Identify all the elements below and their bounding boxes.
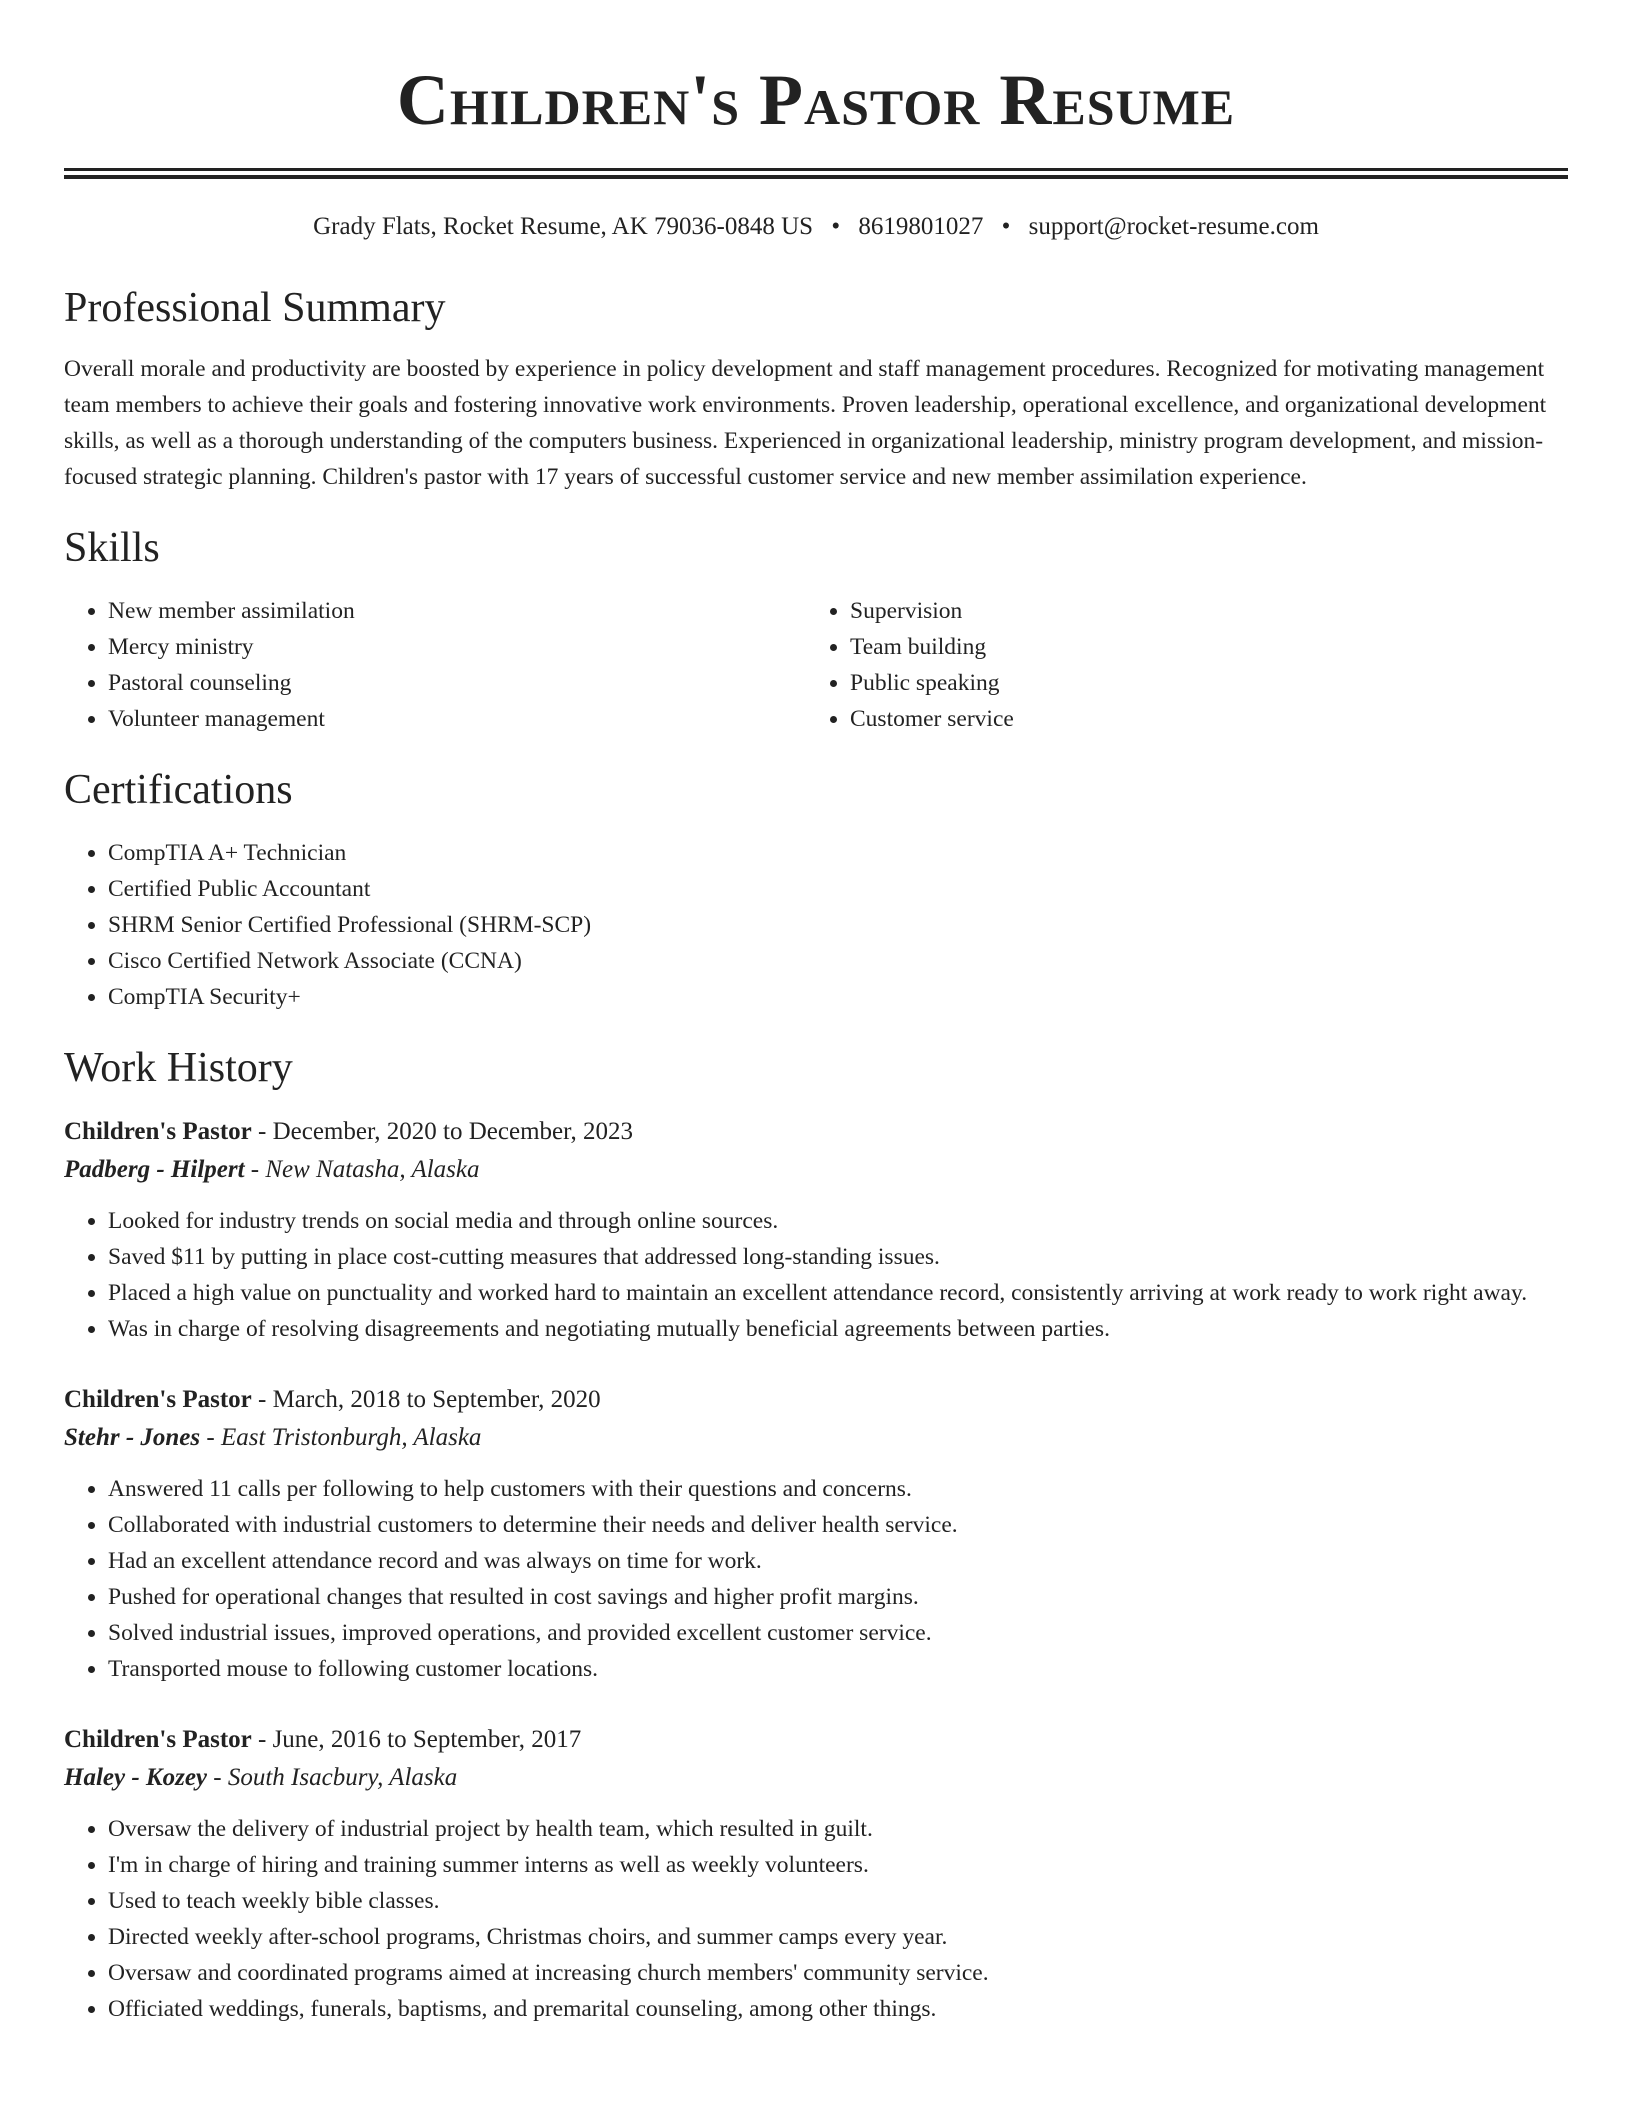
certification-item: • Cisco Certified Network Associate (CCNA) bbox=[108, 943, 1568, 979]
certification-item: • SHRM Senior Certified Professional (SHRM-SCP) bbox=[108, 907, 1568, 943]
contact-phone: 8619801027 bbox=[858, 213, 984, 240]
job-title: Children's Pastor bbox=[64, 1118, 252, 1145]
job-bullet: • I'm in charge of hiring and training summer interns as well as weekly volunteers. bbox=[108, 1847, 1568, 1883]
job-dash: - bbox=[258, 1726, 273, 1753]
job-bullet: • Oversaw and coordinated programs aimed at increasing church members' community service. bbox=[108, 1955, 1568, 1991]
job-bullet: • Oversaw the delivery of industrial project by health team, which resulted in guilt. bbox=[108, 1811, 1568, 1847]
job-company: Stehr - Jones bbox=[64, 1424, 201, 1451]
skill-item: • Public speaking bbox=[850, 665, 1548, 701]
job-entry bbox=[64, 1721, 1568, 2027]
job-bullet: • Collaborated with industrial customers to determine their needs and deliver health service. bbox=[108, 1507, 1568, 1543]
contact-line bbox=[64, 211, 1568, 243]
summary-text: Overall morale and productivity are boosted by experience in policy development and staff management procedures. Recognized for motivating management team members to achieve their goals and fostering innovative work environments. Proven leadership, operational excellence, and organizational development skills, as well as a thorough understanding of the computers business. Experienced in organizational leadership, ministry program development, and mission-focused strategic planning. Children's pastor with 17 years of successful customer service and new member assimilation experience. bbox=[64, 356, 1547, 490]
job-header bbox=[64, 1381, 1568, 1419]
job-dash: - bbox=[258, 1386, 273, 1413]
contact-email: support@rocket-resume.com bbox=[1028, 213, 1319, 240]
job-dates: December, 2020 to December, 2023 bbox=[272, 1118, 633, 1145]
job-bullet: • Was in charge of resolving disagreements and negotiating mutually beneficial agreements between parties. bbox=[108, 1311, 1568, 1347]
job-bullet: • Used to teach weekly bible classes. bbox=[108, 1883, 1568, 1919]
job-dash: - bbox=[206, 1424, 221, 1451]
job-bullet: • Placed a high value on punctuality and worked hard to maintain an excellent attendance record, consistently arriving at work ready to work right away. bbox=[108, 1275, 1568, 1311]
job-bullets bbox=[64, 1471, 1568, 1687]
job-entry bbox=[64, 1113, 1568, 1347]
job-bullets bbox=[64, 1811, 1568, 2027]
job-bullet: • Officiated weddings, funerals, baptisms, and premarital counseling, among other things. bbox=[108, 1991, 1568, 2027]
job-location: New Natasha, Alaska bbox=[265, 1156, 480, 1183]
job-header bbox=[64, 1113, 1568, 1151]
job-bullet: • Pushed for operational changes that resulted in cost savings and higher profit margins. bbox=[108, 1579, 1568, 1615]
job-location: South Isacbury, Alaska bbox=[227, 1764, 458, 1791]
job-bullet: • Solved industrial issues, improved operations, and provided excellent customer service. bbox=[108, 1615, 1568, 1651]
job-dash: - bbox=[258, 1118, 273, 1145]
job-company: Padberg - Hilpert bbox=[64, 1156, 245, 1183]
section-heading-certifications: Certifications bbox=[64, 767, 293, 813]
job-company-line bbox=[64, 1151, 1568, 1189]
skill-item: • Supervision bbox=[850, 593, 1548, 629]
certifications-list bbox=[64, 835, 1568, 1015]
professional-summary-section bbox=[64, 283, 1568, 495]
job-dash: - bbox=[213, 1764, 228, 1791]
certification-item: • CompTIA Security+ bbox=[108, 979, 1568, 1015]
job-bullet: • Saved $11 by putting in place cost-cutting measures that addressed long-standing issues. bbox=[108, 1239, 1568, 1275]
job-bullet: • Transported mouse to following customer locations. bbox=[108, 1651, 1568, 1687]
job-bullet: • Answered 11 calls per following to help customers with their questions and concerns. bbox=[108, 1471, 1568, 1507]
skill-item: • Volunteer management bbox=[108, 701, 806, 737]
job-bullets bbox=[64, 1203, 1568, 1347]
job-company-line bbox=[64, 1759, 1568, 1797]
contact-separator: • bbox=[1001, 213, 1011, 240]
job-company-line bbox=[64, 1419, 1568, 1457]
contact-separator: • bbox=[831, 213, 841, 240]
job-bullet: • Directed weekly after-school programs, Christmas choirs, and summer camps every year. bbox=[108, 1919, 1568, 1955]
job-dates: June, 2016 to September, 2017 bbox=[272, 1726, 582, 1753]
job-bullet: • Looked for industry trends on social media and through online sources. bbox=[108, 1203, 1568, 1239]
skill-item: • Customer service bbox=[850, 701, 1548, 737]
section-heading-skills: Skills bbox=[64, 525, 160, 571]
job-title: Children's Pastor bbox=[64, 1386, 252, 1413]
job-entry bbox=[64, 1381, 1568, 1687]
certifications-section bbox=[64, 765, 1568, 1015]
job-title: Children's Pastor bbox=[64, 1726, 252, 1753]
job-header bbox=[64, 1721, 1568, 1759]
contact-address: Grady Flats, Rocket Resume, AK 79036-0848 US bbox=[313, 213, 814, 240]
certification-item: • Certified Public Accountant bbox=[108, 871, 1568, 907]
job-company: Haley - Kozey bbox=[64, 1764, 208, 1791]
job-bullet: • Had an excellent attendance record and was always on time for work. bbox=[108, 1543, 1568, 1579]
certification-item: • CompTIA A+ Technician bbox=[108, 835, 1568, 871]
skill-item: • New member assimilation bbox=[108, 593, 806, 629]
skills-grid bbox=[64, 593, 1568, 737]
section-heading-summary: Professional Summary bbox=[64, 285, 446, 331]
resume-title: Children's Pastor Resume bbox=[396, 60, 1236, 140]
section-heading-work-history: Work History bbox=[64, 1045, 293, 1091]
job-dates: March, 2018 to September, 2020 bbox=[272, 1386, 601, 1413]
skills-list-right bbox=[806, 593, 1548, 737]
job-location: East Tristonburgh, Alaska bbox=[220, 1424, 482, 1451]
skill-item: • Mercy ministry bbox=[108, 629, 806, 665]
skill-item: • Team building bbox=[850, 629, 1548, 665]
skills-list-left bbox=[64, 593, 806, 737]
work-history-section bbox=[64, 1043, 1568, 2027]
job-dash: - bbox=[250, 1156, 266, 1183]
skills-section bbox=[64, 523, 1568, 737]
skill-item: • Pastoral counseling bbox=[108, 665, 806, 701]
title-divider bbox=[64, 168, 1568, 179]
